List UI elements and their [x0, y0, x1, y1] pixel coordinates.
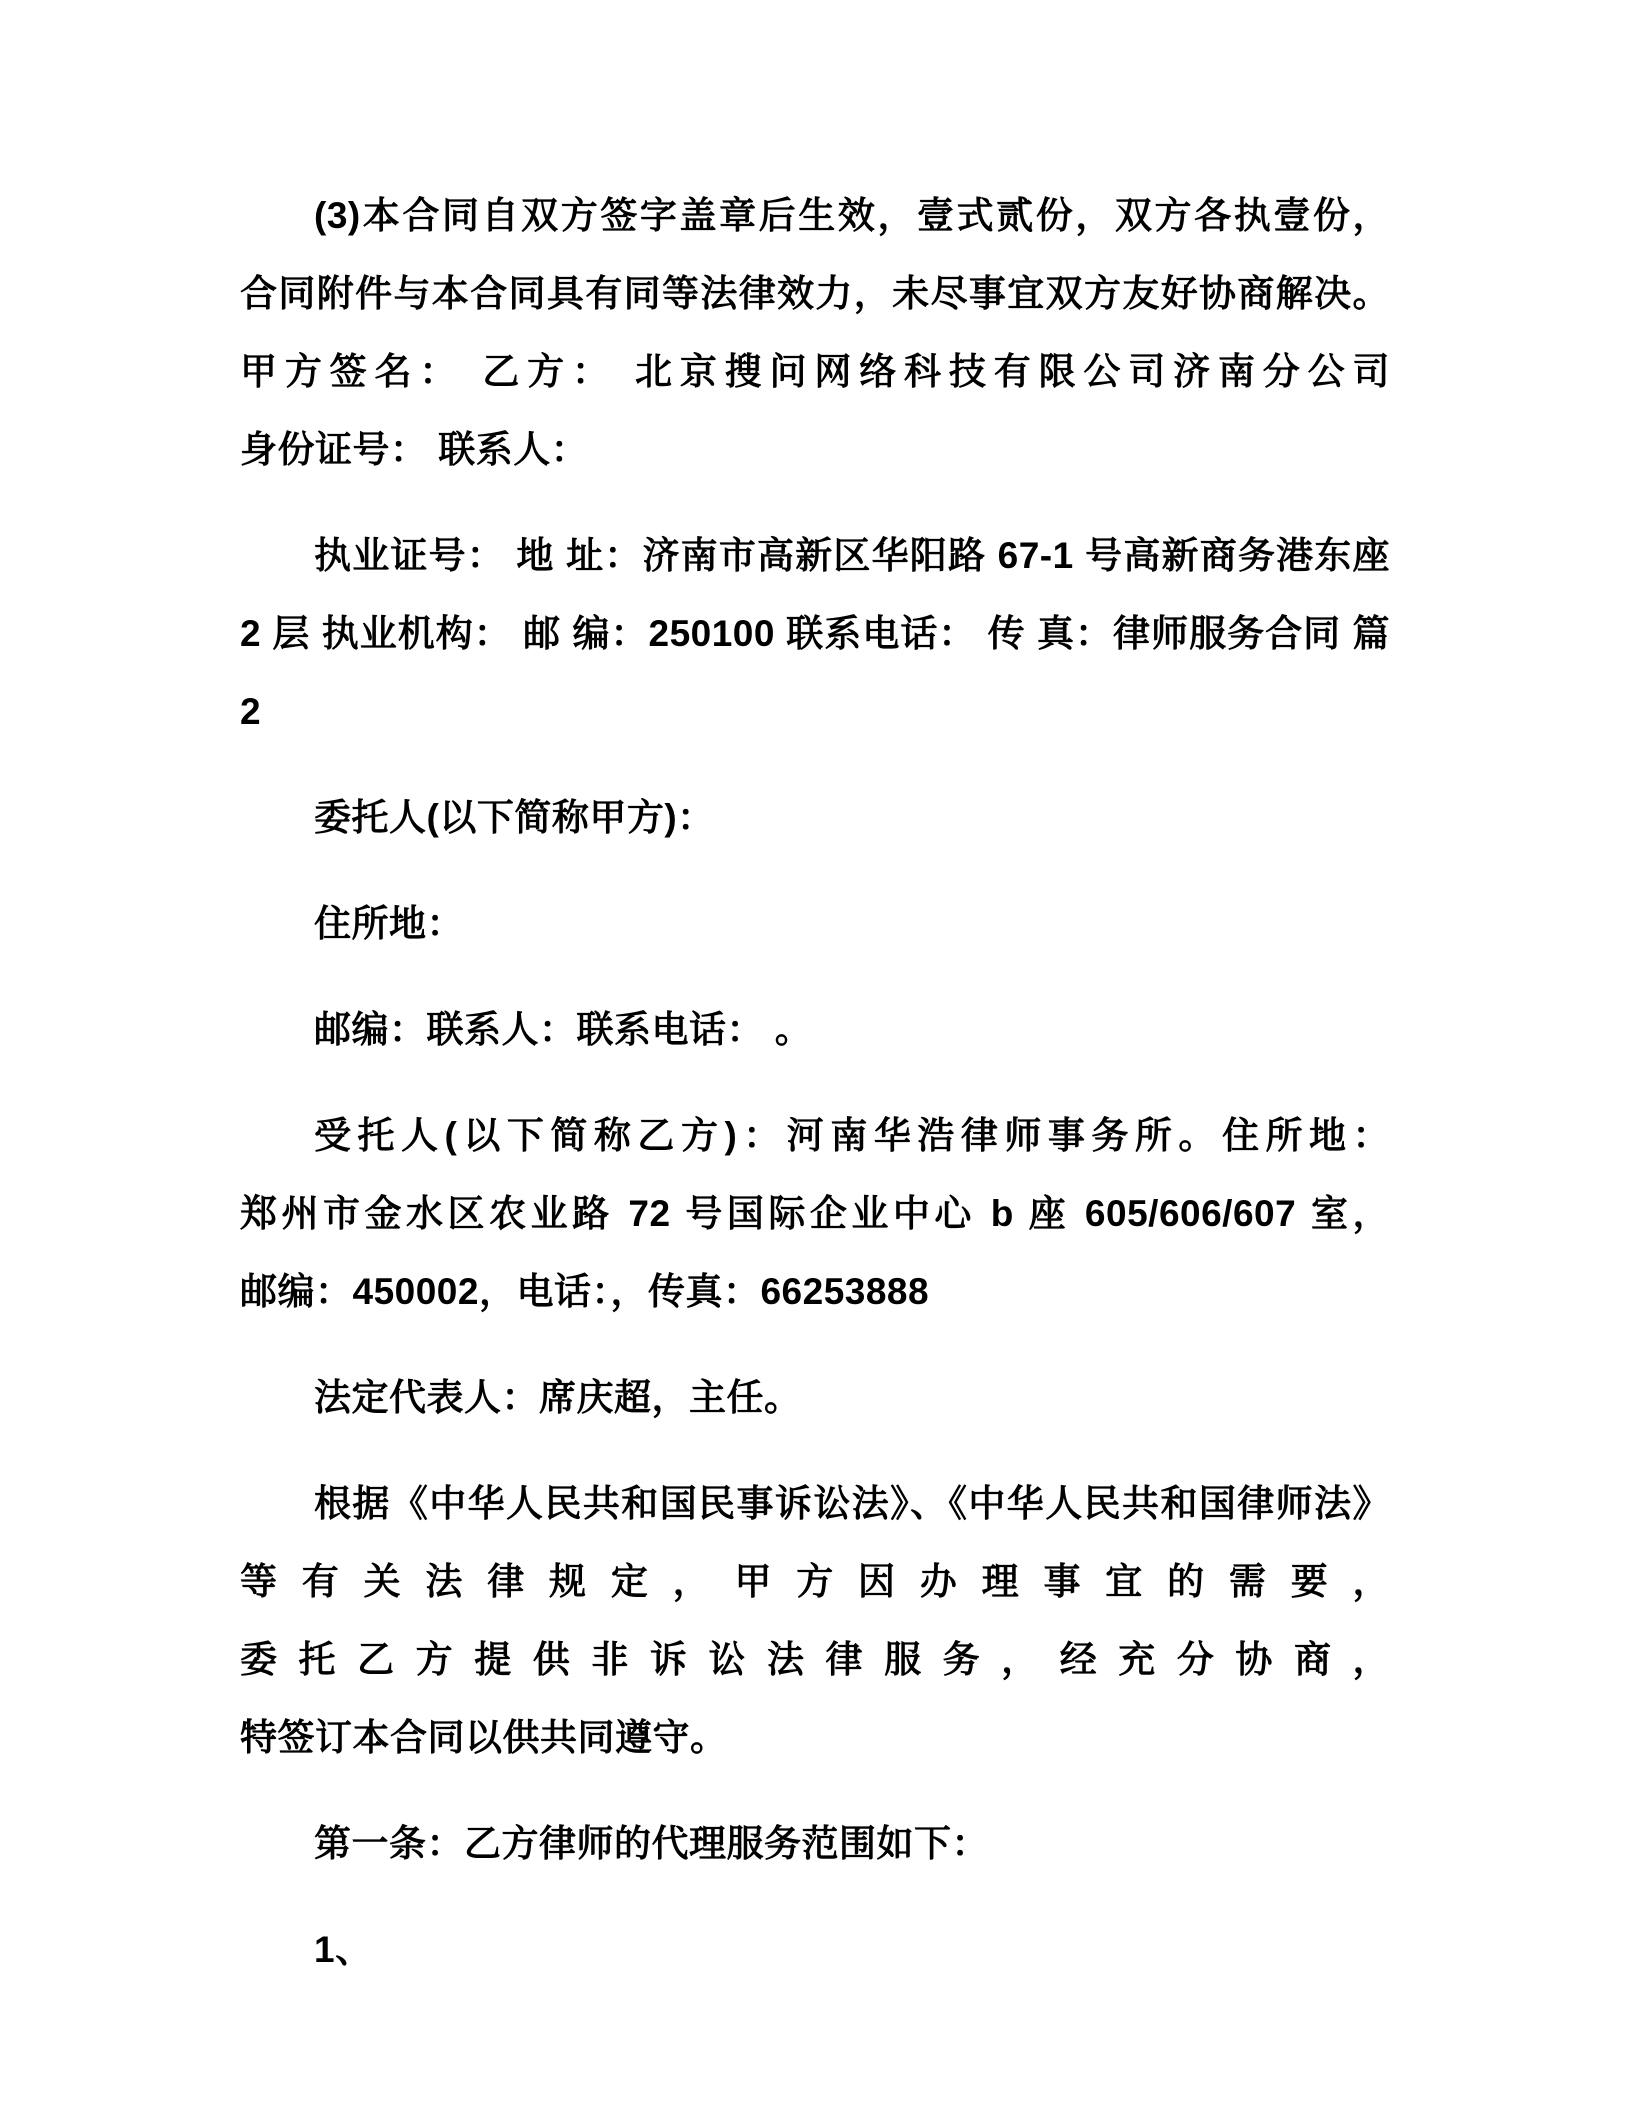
- paragraph-domicile: 住所地：: [314, 903, 464, 944]
- paragraph-effectiveness-clause: (3)本合同自双方签字盖章后生效，壹式贰份，双方各执壹份，合同附件与本合同具有同等法律效力，未尽事宜双方友好协商解决。 甲方签名： 乙方： 北京搜问网络科技有限公司济南分公司 身份证号： 联系人：: [240, 195, 1390, 470]
- paragraph-list-item-1: 1、: [314, 1929, 373, 1970]
- paragraph-recitals: 根据《中华人民共和国民事诉讼法》、《中华人民共和国律师法》等有关法律规定，甲方因办理事宜的需要，委托乙方提供非诉讼法律服务，经充分协商，特签订本合同以供共同遵守。: [240, 1483, 1390, 1758]
- paragraph-article-1-heading: 第一条：乙方律师的代理服务范围如下：: [314, 1823, 989, 1864]
- paragraph-trustee-party-b: 受托人(以下简称乙方)：河南华浩律师事务所。住所地：郑州市金水区农业路 72 号国际企业中心 b 座 605/606/607 室，邮编：450002，电话：，传真：66253888: [240, 1115, 1390, 1312]
- paragraph-legal-representative: 法定代表人：席庆超，主任。: [314, 1377, 802, 1418]
- paragraph-principal-party-a: 委托人(以下简称甲方)：: [314, 797, 715, 838]
- paragraph-license-number-and-address: 执业证号： 地 址：济南市高新区华阳路 67-1 号高新商务港东座 2 层 执业机构： 邮 编：250100 联系电话： 传 真：律师服务合同 篇 2: [240, 535, 1390, 732]
- paragraph-postcode-contact: 邮编：联系人：联系电话： 。: [314, 1009, 813, 1050]
